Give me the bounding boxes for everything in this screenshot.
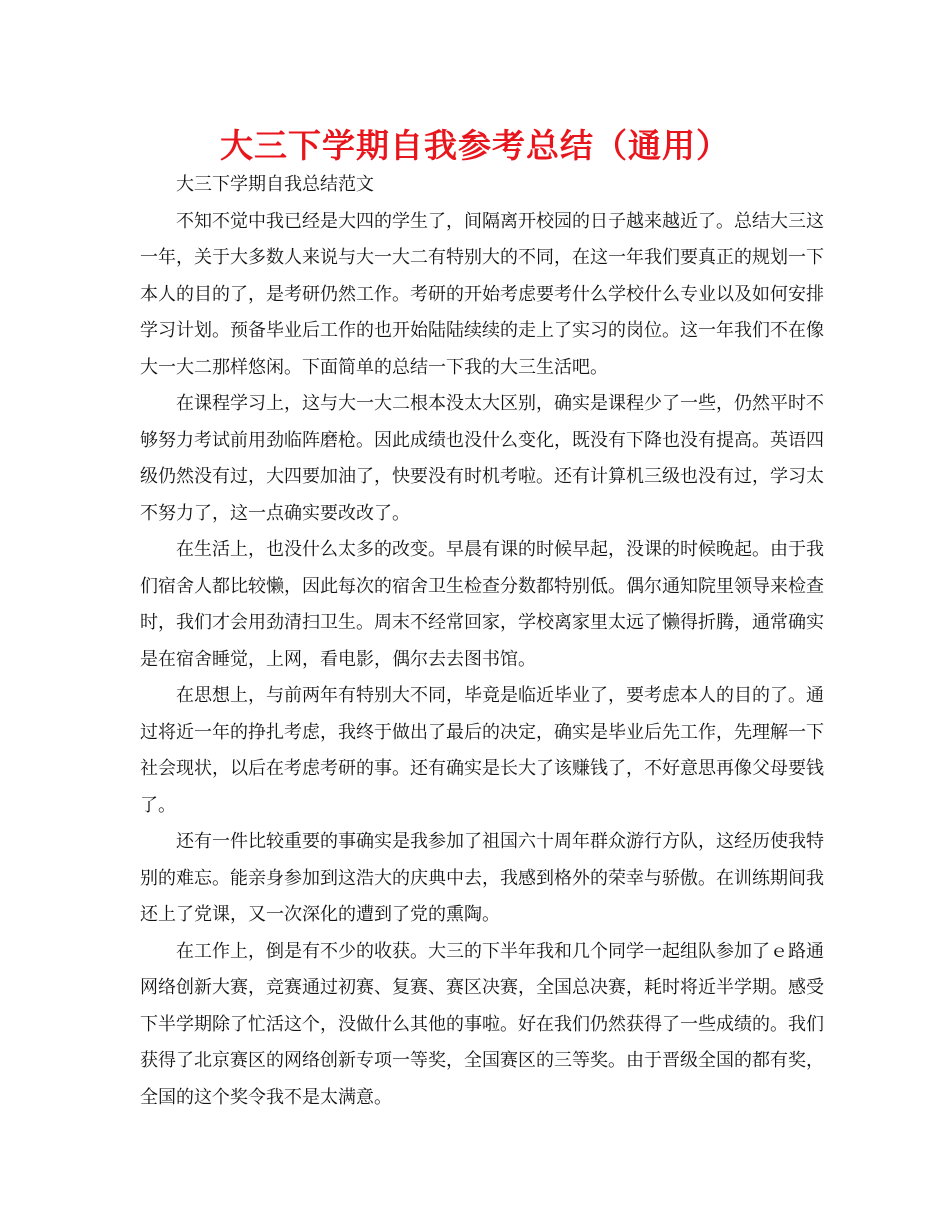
paragraph-work: 在工作上，倒是有不少的收获。大三的下半年我和几个同学一起组队参加了ｅ路通网络创新大赛，竞赛通过初赛、复赛、赛区决赛，全国总决赛，耗时将近半学期。感受下半学期除了忙活这个，没做什么其他的事啦。好在我们仍然获得了一些成绩的。我们获得了北京赛区的网络创新专项一等奖，全国赛区的三等奖。由于晋级全国的都有奖，全国的这个奖令我不是太满意。	[140, 940, 824, 1108]
document-subtitle: 大三下学期自我总结范文	[176, 174, 374, 195]
document-title: 大三下学期自我参考总结（通用）	[220, 126, 730, 165]
paragraph-study: 在课程学习上，这与大一大二根本没太大区别，确实是课程少了一些，仍然平时不够努力考试前用劲临阵磨枪。因此成绩也没什么变化，既没有下降也没有提高。英语四级仍然没有过，大四要加油了，快要没有时机考啦。还有计算机三级也没有过，学习太不努力了，这一点确实要改改了。	[140, 393, 824, 524]
document-body	[140, 167, 824, 1116]
paragraph-thought: 在思想上，与前两年有特别大不同，毕竟是临近毕业了，要考虑本人的目的了。通过将近一年的挣扎考虑，我终于做出了最后的决定，确实是毕业后先工作，先理解一下社会现状，以后在考虑考研的事。还有确实是长大了该赚钱了，不好意思再像父母要钱了。	[140, 685, 824, 816]
paragraph-life: 在生活上，也没什么太多的改变。早晨有课的时候早起，没课的时候晚起。由于我们宿舍人都比较懒，因此每次的宿舍卫生检查分数都特别低。偶尔通知院里领导来检查时，我们才会用劲清扫卫生。周末不经常回家，学校离家里太远了懒得折腾，通常确实是在宿舍睡觉，上网，看电影，偶尔去去图书馆。	[140, 539, 824, 670]
paragraph-parade: 还有一件比较重要的事确实是我参加了祖国六十周年群众游行方队，这经历使我特别的难忘。能亲身参加到这浩大的庆典中去，我感到格外的荣幸与骄傲。在训练期间我还上了党课，又一次深化的遭到了党的熏陶。	[140, 831, 824, 925]
paragraph-intro: 不知不觉中我已经是大四的学生了，间隔离开校园的日子越来越近了。总结大三这一年，关于大多数人来说与大一大二有特别大的不同，在这一年我们要真正的规划一下本人的目的了，是考研仍然工作。考研的开始考虑要考什么学校什么专业以及如何安排学习计划。预备毕业后工作的也开始陆陆续续的走上了实习的岗位。这一年我们不在像大一大二那样悠闲。下面简单的总结一下我的大三生活吧。	[140, 210, 824, 378]
